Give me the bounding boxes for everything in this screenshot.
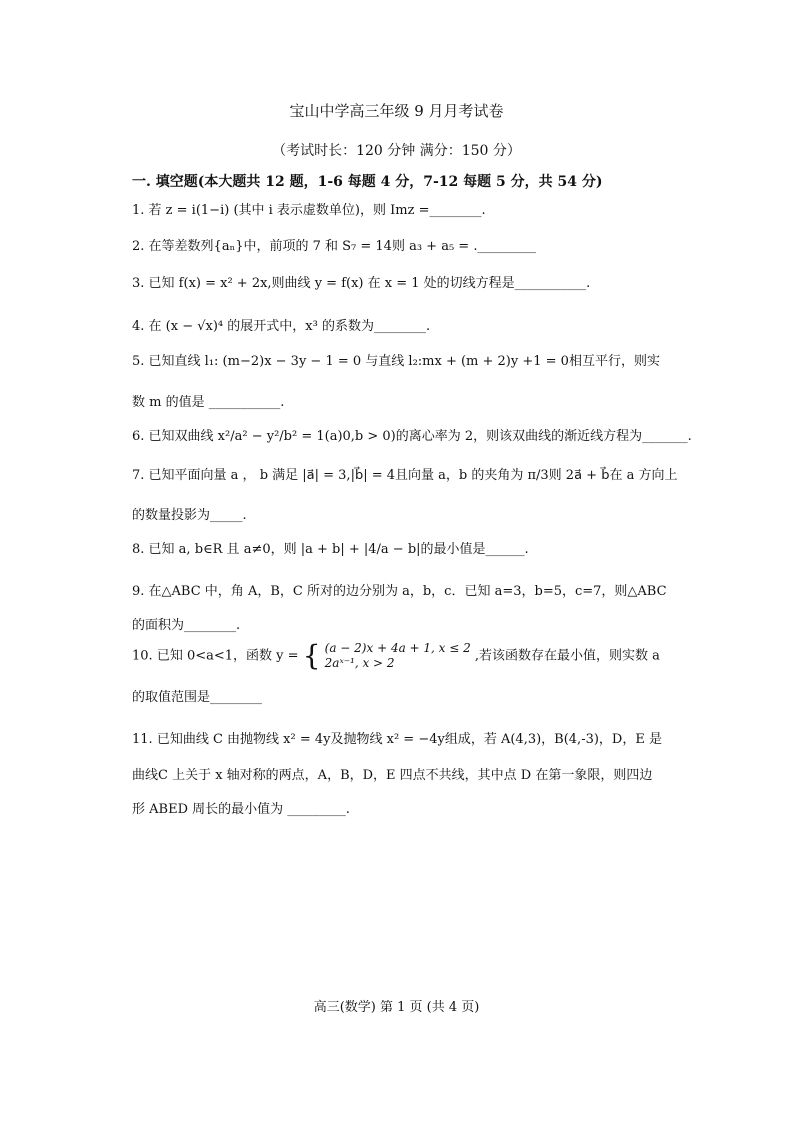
question-number: 3. — [132, 276, 145, 291]
question-text: 已知平面向量 a ， b 满足 |a⃗| = 3,|b⃗| = 4且向量 a，b 的夹角为 π/3则 2a⃗ + b⃗在 a 方向上 — [148, 468, 678, 483]
question-number: 1. — [132, 203, 145, 218]
question-text: 已知 a, b∈R 且 a≠0，则 |a + b| + |4/a − b|的最小值是______. — [148, 542, 529, 557]
question-text: 已知 f(x) = x² + 2x,则曲线 y = f(x) 在 x = 1 处的切线方程是___________. — [148, 276, 591, 291]
question-8 — [132, 541, 529, 559]
piecewise-brace: { — [302, 639, 321, 672]
question-text: ,若该函数存在最小值，则实数 a — [474, 648, 660, 664]
question-number: 10. — [132, 648, 153, 664]
question-7 — [132, 467, 677, 485]
exam-subtitle: （考试时长：120 分钟 满分：150 分） — [272, 143, 521, 159]
exam-title: 宝山中学高三年级 9 月月考试卷 — [289, 102, 504, 120]
question-9-continued — [132, 617, 240, 635]
question-text: 在等差数列{aₙ}中，前项的 7 和 S₇ = 14则 a₃ + a₅ = ._________ — [148, 239, 536, 254]
question-text: 曲线C 上关于 x 轴对称的两点，A，B，D，E 四点不共线，其中点 D 在第一象限，则四边 — [132, 768, 653, 783]
question-text: 的取值范围是________ — [132, 690, 263, 705]
question-10 — [132, 641, 660, 671]
question-number: 11. — [132, 732, 153, 747]
question-text: 形 ABED 周长的最小值为 _________. — [132, 802, 350, 817]
question-text: 若 z = i(1−i) (其中 i 表示虚数单位)，则 Imz =________. — [148, 203, 486, 218]
question-number: 7. — [132, 468, 145, 483]
question-text: 在 (x − √x)⁴ 的展开式中，x³ 的系数为________. — [148, 319, 431, 334]
question-text: 已知 0<a<1，函数 y = — [156, 648, 303, 664]
question-number: 9. — [132, 584, 145, 599]
question-1 — [132, 202, 486, 220]
question-number: 5. — [132, 354, 145, 369]
question-number: 2. — [132, 239, 145, 254]
question-2 — [132, 238, 536, 256]
question-11-continued — [132, 767, 652, 785]
question-5-continued — [132, 394, 284, 412]
question-5 — [132, 353, 660, 371]
question-number: 6. — [132, 429, 145, 444]
question-text: 已知双曲线 x²/a² − y²/b² = 1(a)0,b > 0)的离心率为 2，则该双曲线的渐近线方程为_______. — [148, 429, 692, 444]
question-text: 数 m 的值是 ___________. — [132, 395, 285, 410]
question-11 — [132, 731, 662, 749]
question-number: 8. — [132, 542, 145, 557]
question-text: 的数量投影为_____. — [132, 508, 247, 523]
question-text: 已知直线 l₁: (m−2)x − 3y − 1 = 0 与直线 l₂:mx + (m + 2)y +1 = 0相互平行，则实 — [148, 354, 660, 369]
case-1: (a − 2)x + 4a + 1, x ≤ 2 — [324, 641, 471, 655]
question-3 — [132, 275, 590, 293]
section-heading: 一. 填空题(本大题共 12 题，1-6 每题 4 分，7-12 每题 5 分，共 54 分) — [132, 174, 603, 190]
question-text: 的面积为________. — [132, 618, 241, 633]
page-footer: 高三(数学) 第 1 页 (共 4 页) — [313, 1000, 480, 1015]
question-6 — [132, 428, 692, 446]
piecewise-cases — [325, 641, 471, 671]
case-2: 2aˣ⁻¹, x > 2 — [324, 656, 395, 670]
question-4 — [132, 318, 430, 336]
question-text: 已知曲线 C 由抛物线 x² = 4y及抛物线 x² = −4y组成，若 A(4,3)，B(4,-3)，D，E 是 — [156, 732, 662, 747]
question-7-continued — [132, 507, 247, 525]
question-text: 在△ABC 中，角 A，B，C 所对的边分别为 a，b，c．已知 a=3，b=5，c=7，则△ABC — [148, 584, 667, 599]
question-number: 4. — [132, 319, 145, 334]
question-9 — [132, 583, 667, 601]
question-11-continued — [132, 801, 350, 819]
question-10-continued — [132, 689, 262, 707]
